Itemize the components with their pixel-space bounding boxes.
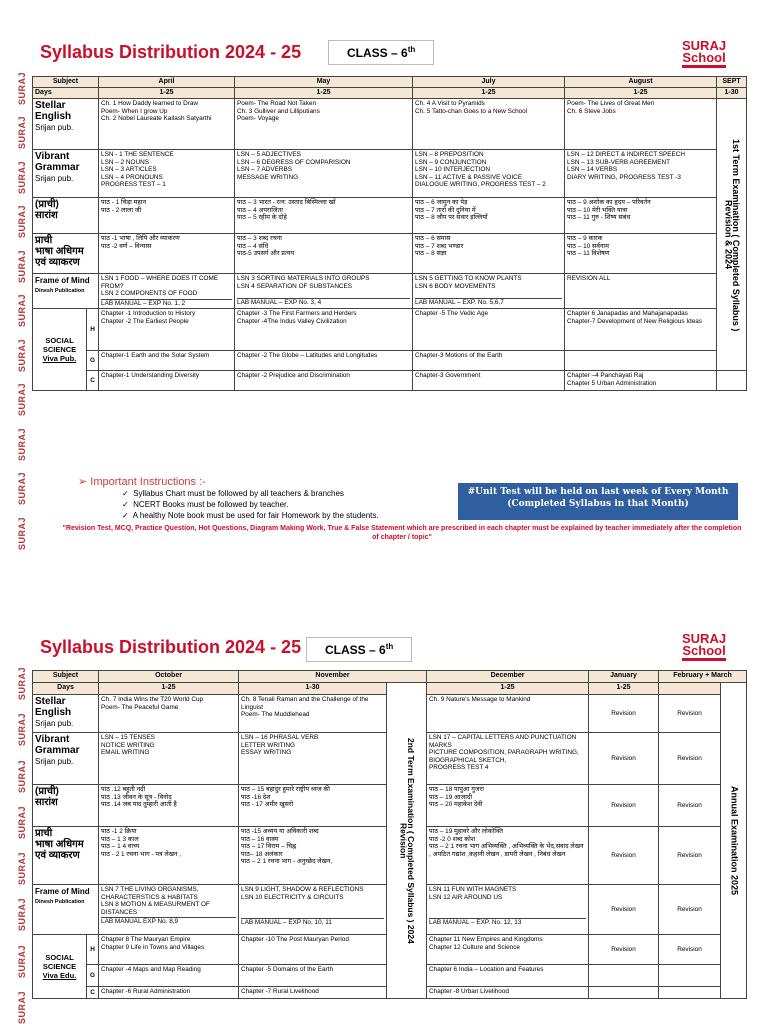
- days-cell: 1-30: [239, 683, 387, 695]
- instruction-item: ✓ Syllabus Chart must be followed by all teachers & branches: [122, 489, 344, 498]
- unit-test-banner: #Unit Test will be held on last week of Every Month (Completed Syllabus in that Month): [458, 483, 738, 520]
- col-october: October: [99, 671, 239, 683]
- syllabus-cell: Chapter -2 Prejudice and Discrimination: [235, 371, 413, 391]
- syllabus-cell: Ch. 9 Nature's Message to Mankind: [427, 695, 589, 733]
- syllabus-cell: पाठ – 6 समास पाठ – 7 शब्द भण्डार पाठ – 8 संज्ञा: [413, 234, 565, 274]
- syllabus-cell: Chapter -7 Rural Livelihood: [239, 987, 387, 999]
- empty-cell: [589, 987, 659, 999]
- syllabus-cell: LSN 7 THE LIVING ORGANISMS, CHARACTERSTICS & HABITATS LSN 8 MOTION & MEASURMENT OF DISTANCES LAB MANUAL EXP No. 8,9: [99, 885, 239, 935]
- col-december: December: [427, 671, 589, 683]
- syllabus-cell: Chapter 8 The Mauryan Empire Chapter 9 Life in Towns and Villages: [99, 935, 239, 965]
- social-c-label: C: [87, 987, 99, 999]
- syllabus-cell: LSN 1 FOOD – WHERE DOES IT COME FROM? LSN 2 COMPONENTS OF FOOD LAB MANUAL – EXP No. 1, 2: [99, 274, 235, 309]
- syllabus-cell: Poem- The Road Not Taken Ch. 3 Gulliver and Lilliputians Poem- Voyage: [235, 99, 413, 150]
- syllabus-cell: पाठ -1 भाषा , लिपि और व्याकरण पाठ -2 वर्ण – विन्यास: [99, 234, 235, 274]
- subject-cell: (प्राची) सारांश: [33, 785, 99, 827]
- syllabus-cell: Ch. 7 India Wins the T20 World Cup Poem- The Peaceful Game: [99, 695, 239, 733]
- annual-exam-cell: Annual Examination 2025: [721, 683, 747, 999]
- subject-cell: Vibrant Grammar Srijan pub.: [33, 733, 99, 785]
- syllabus-cell: LSN – 8 PREPOSITION LSN – 9 CONJUNCTION LSN – 10 INTERJECTION LSN – 11 ACTIVE & PASSIVE VOICE DIALOGUE WRITING, PROGRESS TEST – 2: [413, 150, 565, 198]
- syllabus-cell: Chapter -4 Maps and Map Reading: [99, 965, 239, 987]
- syllabus-cell: Ch. 4 A Visit to Pyramids Ch. 5 Tatto-chan Goes to a New School: [413, 99, 565, 150]
- days-cell: 1-25: [427, 683, 589, 695]
- social-c-label: C: [87, 371, 99, 391]
- row-social-civics: [33, 371, 747, 391]
- syllabus-cell: पाठ – 19 मुहावरे और लोकोक्ति पाठ -2 0 शब्द कोश पाठ – 2 1 रचना भाग अभिव्यक्ति , अभिव्यक्ति के भेद,संवाद लेखन , अपठित गद्यांश ,कहानी लेखन , डायरी लेखन , निबंध लेखन: [427, 827, 589, 885]
- subject-cell: SOCIAL SCIENCE Viva Pub.: [33, 309, 87, 391]
- subject-cell: प्राची भाषा अधिगम एवं व्याकरण: [33, 827, 99, 885]
- days-cell: 1-25: [565, 88, 717, 99]
- syllabus-cell: LSN – 16 PHRASAL VERB LETTER WRITING ESSAY WRITING: [239, 733, 387, 785]
- syllabus-cell: LSN - 1 THE SENTENCE LSN – 2 NOUNS LSN – 3 ARTICLES LSN – 4 PRONOUNS PROGRESS TEST – 1: [99, 150, 235, 198]
- side-brand-strip: SURAJ SURAJ SURAJ SURAJ SURAJ SURAJ SURAJ SURAJ: [17, 667, 27, 1024]
- subject-cell: Vibrant Grammar Srijan pub.: [33, 150, 99, 198]
- syllabus-cell: Chapter -6 Rural Administration: [99, 987, 239, 999]
- days-cell: 1-25: [589, 683, 659, 695]
- syllabus-cell: पाठ -1 2 क्रिया पाठ – 1 3 काल पाठ – 1 4 वाच्य पाठ - 2 1 रचना भाग - पत्र लेखन ,: [99, 827, 239, 885]
- syllabus-cell: Chapter 6 Janapadas and Mahajanapadas Chapter-7 Development of New Religious Ideas: [565, 309, 717, 351]
- col-subject: Subject: [33, 77, 99, 88]
- days-label: Days: [33, 683, 99, 695]
- col-sept: SEPT: [717, 77, 747, 88]
- days-cell: 1-25: [99, 683, 239, 695]
- syllabus-cell: LSN – 5 ADJECTIVES LSN – 6 DEGRESS OF COMPARISION LSN – 7 ADVERBS MESSAGE WRITING: [235, 150, 413, 198]
- empty-cell: [589, 965, 659, 987]
- social-g-label: G: [87, 965, 99, 987]
- sept-exam-cell: 1st Term Examination ( Completed Syllabus ) Revision & 2024: [717, 99, 747, 371]
- syllabus-cell: Chapter-3 Government: [413, 371, 565, 391]
- syllabus-cell: [565, 351, 717, 371]
- revision-cell: Revision: [589, 827, 659, 885]
- syllabus-cell: Chapter 11 New Empires and Kingdoms Chapter 12 Culture and Science: [427, 935, 589, 965]
- revision-cell: Revision: [659, 733, 721, 785]
- syllabus-cell: पाठ – 9 अशोक का हृदय – परिवर्तन पाठ – 10 मेरी भक्ति यात्रा पाठ – 11 गुरु - शिष्य संबंध: [565, 198, 717, 234]
- subject-cell: Stellar English Srijan pub.: [33, 695, 99, 733]
- syllabus-cell: LSN 17 – CAPITAL LETTERS AND PUNCTUATION MARKS PICTURE COMPOSITION, PARAGRAPH WRITING, BIOGRAPHICAL SKETCH, PROGRESS TEST 4: [427, 733, 589, 785]
- syllabus-cell: पाठ – 3 भारत - रत्न: उस्ताद बिस्मिल्ला खाँ पाठ – 4 अपराजिता पाठ – 5 रहीम के दोहे: [235, 198, 413, 234]
- revision-cell: Revision: [589, 935, 659, 965]
- subject-cell: Frame of Mind Dinesh Publication: [33, 885, 99, 935]
- syllabus-cell: LSN 11 FUN WITH MAGNETS LSN 12 AIR AROUND US LAB MANUAL – EXP. No. 12, 13: [427, 885, 589, 935]
- subject-cell: Stellar English Srijan pub.: [33, 99, 99, 150]
- row-bhasha-vyakaran: [33, 234, 747, 274]
- syllabus-cell: Chapter-3 Motions of the Earth: [413, 351, 565, 371]
- syllabus-cell: Chapter -2 The Globe – Latitudes and Longitudes: [235, 351, 413, 371]
- syllabus-cell: Chapter –4 Panchayati Raj Chapter 5 Urban Administration: [565, 371, 717, 391]
- revision-cell: Revision: [659, 785, 721, 827]
- syllabus-cell: Ch. 1 How Daddy learned to Draw Poem- When I grow Up Ch. 2 Nobel Laureate Kailash Satyarthi: [99, 99, 235, 150]
- syllabus-cell: Chapter -1 Introduction to History Chapter -2 The Earliest People: [99, 309, 235, 351]
- instruction-item: ✓ A healthy Note book must be used for fair Homework by the students.: [122, 511, 379, 520]
- revision-cell: Revision: [589, 785, 659, 827]
- syllabus-cell: पाठ -15 अव्यय या अविकारी शब्द पाठ – 16 वाक्य पाठ – 17 विराम – चिह्न पाठ– 18 अलंकार पाठ – 2 1 रचना भाग - अनुच्छेद लेखन,: [239, 827, 387, 885]
- school-logo: SURAJ School: [682, 40, 726, 68]
- empty-cell: [659, 965, 721, 987]
- days-cell: 1-25: [99, 88, 235, 99]
- col-feb-march: February + March: [659, 671, 747, 683]
- syllabus-cell: LSN – 12 DIRECT & INDIRECT SPEECH LSN – 13 SUB-VERB AGREEMENT LSN – 14 VERBS DIARY WRITING, PROGRESS TEST -3: [565, 150, 717, 198]
- days-cell: 1-25: [235, 88, 413, 99]
- school-logo: SURAJ School: [682, 633, 726, 661]
- syllabus-cell: LSN 3 SORTING MATERIALS INTO GROUPS LSN 4 SEPARATION OF SUBSTANCES LAB MANUAL – EXP No. 3, 4: [235, 274, 413, 309]
- syllabus-cell: Chapter -3 The First Farmers and Herders Chapter -4The Indus Valley Civilization: [235, 309, 413, 351]
- revision-cell: Revision: [659, 935, 721, 965]
- col-subject: Subject: [33, 671, 99, 683]
- subject-cell: प्राची भाषा अधिगम एवं व्याकरण: [33, 234, 99, 274]
- revision-cell: Revision: [589, 733, 659, 785]
- syllabus-cell: पाठ – 9 कारक पाठ – 10 सर्वनाम पाठ – 11 विशेषण: [565, 234, 717, 274]
- days-row: [33, 683, 747, 695]
- row-social-geography: [33, 351, 747, 371]
- social-g-label: G: [87, 351, 99, 371]
- subject-cell: Frame of Mind Dinesh Publication: [33, 274, 99, 309]
- page-title: Syllabus Distribution 2024 - 25: [40, 42, 302, 62]
- empty-cell: [659, 987, 721, 999]
- row-frame-of-mind: [33, 274, 747, 309]
- subject-cell: SOCIAL SCIENCE Viva Edu.: [33, 935, 87, 999]
- days-cell: [659, 683, 721, 695]
- syllabus-cell: REVISION ALL: [565, 274, 717, 309]
- class-label: CLASS – 6th: [306, 637, 412, 662]
- syllabus-cell: Chapter-1 Earth and the Solar System: [99, 351, 235, 371]
- col-july: July: [413, 77, 565, 88]
- col-january: January: [589, 671, 659, 683]
- row-vibrant-grammar: [33, 150, 747, 198]
- side-brand-strip: SURAJ SURAJ SURAJ SURAJ SURAJ SURAJ SURAJ SURAJ SURAJ SURAJ SURAJ: [17, 72, 27, 550]
- row-social-history: [33, 309, 747, 351]
- col-november: November: [239, 671, 427, 683]
- instruction-item: ✓ NCERT Books must be followed by teacher.: [122, 500, 289, 509]
- days-label: Days: [33, 88, 99, 99]
- col-august: August: [565, 77, 717, 88]
- syllabus-table-term2: [32, 670, 747, 999]
- syllabus-cell: पाठ – 15 बहादुर हुमारे राष्ट्रीय ध्वज की पाठ -16 देश पाठ - 17 अमीर खुसरो: [239, 785, 387, 827]
- revision-cell: Revision: [589, 695, 659, 733]
- table-header-row: [33, 77, 747, 88]
- syllabus-cell: Poem- The Lives of Great Men Ch. 6 Steve Jobs: [565, 99, 717, 150]
- revision-cell: Revision: [659, 827, 721, 885]
- syllabus-cell: पाठ – 3 शब्द रचना पाठ – 4 संधि पाठ-5 उपसर्ग और प्रत्यय: [235, 234, 413, 274]
- page-title: Syllabus Distribution 2024 - 25: [40, 637, 302, 657]
- syllabus-cell: Chapter -5 Domains of the Earth: [239, 965, 387, 987]
- syllabus-cell: पाठ .12 बहुती नदी पाठ .13 जीवन के सूत्र - विनोद पाठ .14 जब याद तुम्हारी आती है: [99, 785, 239, 827]
- syllabus-page-2: [0, 625, 768, 1024]
- class-label: CLASS – 6th: [328, 40, 434, 65]
- syllabus-cell: LSN 9 LIGHT, SHADOW & REFLECTIONS LSN 10 ELECTRICITY & CIRCUITS LAB MANUAL – EXP No. 10, 11: [239, 885, 387, 935]
- term2-exam-cell: 2nd Term Examination ( Completed Syllabus ) 2024 Revision: [387, 683, 427, 999]
- subject-cell: (प्राची) सारांश: [33, 198, 99, 234]
- syllabus-cell: Chapter-1 Understanding Diversity: [99, 371, 235, 391]
- row-prachi-saransh: [33, 198, 747, 234]
- social-h-label: H: [87, 935, 99, 965]
- syllabus-table-term1: [32, 76, 747, 391]
- syllabus-cell: LSN 5 GETTING TO KNOW PLANTS LSN 6 BODY MOVEMENTS LAB MANUAL – EXP. No. 5,6,7: [413, 274, 565, 309]
- syllabus-cell: पाठ – 6 जामुन का पेड़ पाठ – 7 तारों की दुनिया में पाठ – 8 जौप पर सवार इल्लियाँ: [413, 198, 565, 234]
- syllabus-cell: Chapter 6 India – Location and Features: [427, 965, 589, 987]
- days-cell: 1-30: [717, 88, 747, 99]
- syllabus-cell: Ch. 8 Tenali Raman and the Challenge of the Linguist Poem- The Muddlehead: [239, 695, 387, 733]
- syllabus-cell: Chapter -8 Urban Livelihood: [427, 987, 589, 999]
- empty-cell: [717, 371, 747, 391]
- revision-cell: Revision: [659, 695, 721, 733]
- days-cell: 1-25: [413, 88, 565, 99]
- revision-cell: Revision: [589, 885, 659, 935]
- instructions-heading: ➢ Important Instructions :-: [78, 476, 206, 488]
- table-header-row: [33, 671, 747, 683]
- col-april: April: [99, 77, 235, 88]
- revision-cell: Revision: [659, 885, 721, 935]
- syllabus-cell: पाठ – 18 पापुआ गुजरा पाठ – 19 आजादी पाठ – 20 महाकेश देवी: [427, 785, 589, 827]
- syllabus-cell: पाठ - 1 चिड़ा महान पाठ - 2 लाला जी: [99, 198, 235, 234]
- col-may: May: [235, 77, 413, 88]
- days-row: [33, 88, 747, 99]
- row-stellar-english: [33, 99, 747, 150]
- syllabus-cell: Chapter -10 The Post Mauryan Period: [239, 935, 387, 965]
- social-h-label: H: [87, 309, 99, 351]
- revision-note: "Revision Test, MCQ, Practice Question, Hot Questions, Diagram Making Work, True & False Statement which are prescribed in each chapter must be explained by teacher immediately after the completion of chapter / topic": [62, 525, 742, 541]
- syllabus-cell: Chapter -5 The Vedic Age: [413, 309, 565, 351]
- syllabus-cell: LSN – 15 TENSES NOTICE WRITING EMAIL WRITING: [99, 733, 239, 785]
